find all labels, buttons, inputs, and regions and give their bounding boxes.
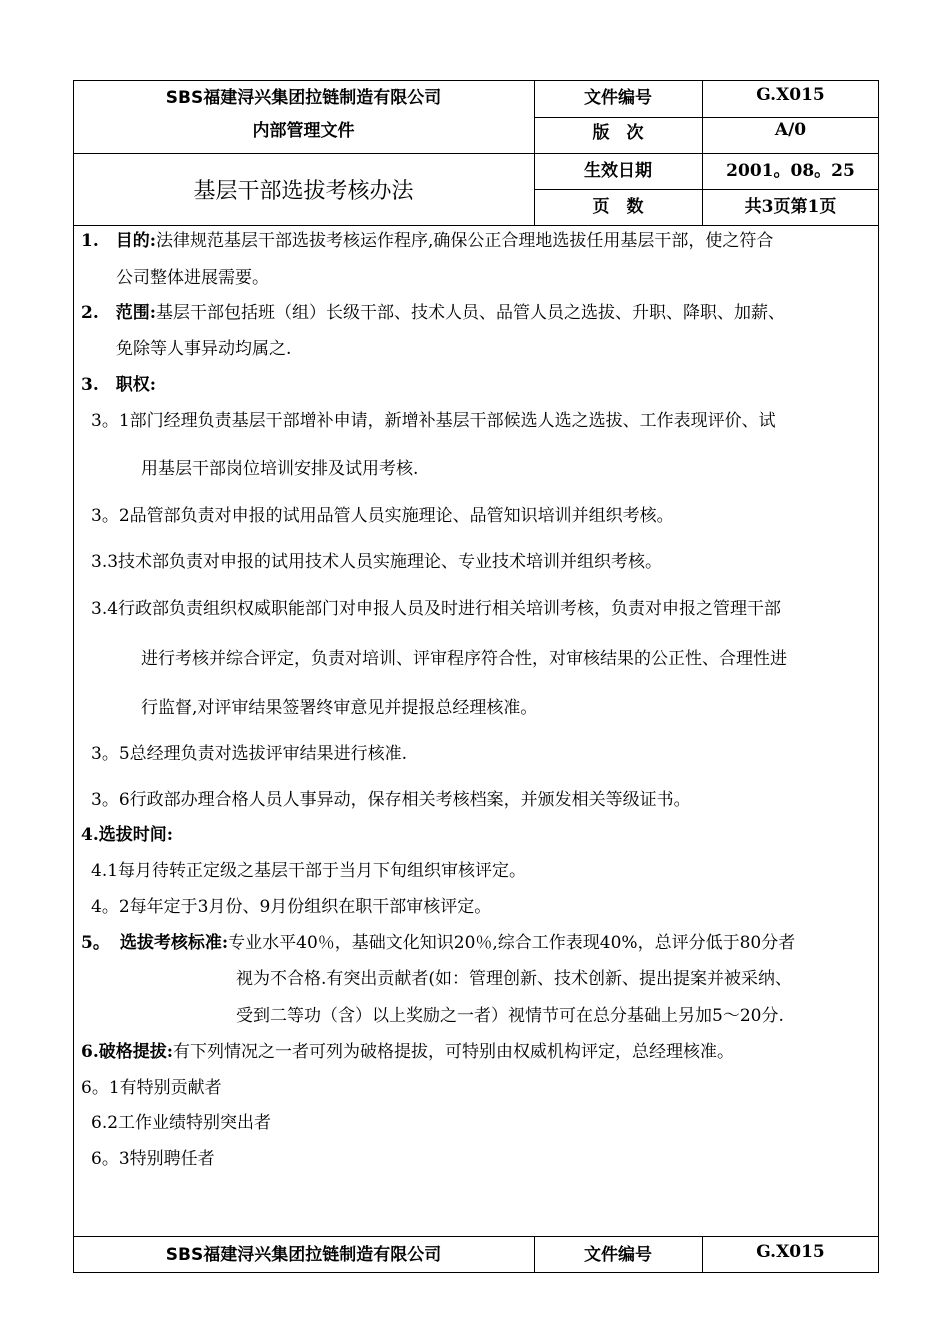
section-6 xyxy=(81,1042,734,1062)
section-2-cont: 免除等人事异动均属之. xyxy=(116,339,292,359)
clause-3-4-cont: 进行考核并综合评定，负责对培训、评审程序符合性，对审核结果的公正性、合理性进 xyxy=(141,649,787,669)
clause-3-6: 3。6行政部办理合格人员人事异动，保存相关考核档案，并颁发相关等级证书。 xyxy=(91,790,691,810)
section-number: 3. xyxy=(81,375,99,395)
section-1 xyxy=(81,231,773,251)
header-divider xyxy=(73,225,879,226)
clause-4-1: 4.1每月待转正定级之基层干部于当月下旬组织审核评定。 xyxy=(91,861,527,881)
company-name: SBS福建浔兴集团拉链制造有限公司 xyxy=(165,87,442,108)
section-number: 5。 xyxy=(81,933,110,953)
section-5-cont: 视为不合格.有突出贡献者(如：管理创新、技术创新、提出提案并被采纳、 xyxy=(236,969,793,989)
section-1-cont: 公司整体进展需要。 xyxy=(116,268,269,288)
section-heading: 6.破格提拔: xyxy=(81,1042,174,1062)
document-title: 基层干部选拔考核办法 xyxy=(193,179,414,204)
section-2 xyxy=(81,303,785,323)
section-5-cont: 受到二等功（含）以上奖励之一者）视情节可在总分基础上另加5～20分. xyxy=(236,1006,784,1026)
section-text: 基层干部包括班（组）长级干部、技术人员、品管人员之选拔、升职、降职、加薪、 xyxy=(156,303,786,323)
clause-3-1: 3。1部门经理负责基层干部增补申请，新增补基层干部候选人选之选拔、工作表现评价、试 xyxy=(91,411,776,431)
section-3 xyxy=(81,375,156,395)
section-number: 2. xyxy=(81,303,99,323)
section-5 xyxy=(81,933,795,953)
label-version: 版 次 xyxy=(592,122,644,143)
value-pages: 共3页第1页 xyxy=(744,196,837,217)
clause-3-4-cont: 行监督,对评审结果签署终审意见并提报总经理核准。 xyxy=(141,698,538,718)
clause-4-2: 4。2每年定于3月份、9月份组织在职干部审核评定。 xyxy=(91,897,492,917)
section-heading: 职权: xyxy=(115,375,157,395)
section-number: 1. xyxy=(81,231,99,251)
clause-6-2: 6.2工作业绩特别突出者 xyxy=(91,1113,272,1133)
label-doc-number: 文件编号 xyxy=(584,87,652,108)
clause-3-5: 3。5总经理负责对选拔评审结果进行核准. xyxy=(91,744,408,764)
footer-label-doc-number: 文件编号 xyxy=(584,1244,652,1265)
clause-3-3: 3.3技术部负责对申报的试用技术人员实施理论、专业技术培训并组织考核。 xyxy=(91,552,663,572)
clause-3-2: 3。2品管部负责对申报的试用品管人员实施理论、品管知识培训并组织考核。 xyxy=(91,506,674,526)
clause-6-3: 6。3特别聘任者 xyxy=(91,1149,215,1169)
section-heading: 选拔考核标准: xyxy=(119,933,229,953)
value-doc-number: G.X015 xyxy=(756,85,825,105)
section-text: 专业水平40％，基础文化知识20％,综合工作表现40%，总评分低于80分者 xyxy=(228,933,796,953)
document-type: 内部管理文件 xyxy=(252,120,355,141)
label-effective-date: 生效日期 xyxy=(584,160,652,181)
section-text: 法律规范基层干部选拔考核运作程序,确保公正合理地选拔任用基层干部，使之符合 xyxy=(156,231,774,251)
clause-3-4: 3.4行政部负责组织权威职能部门对申报人员及时进行相关培训考核，负责对申报之管理干部 xyxy=(91,599,782,619)
footer-value-doc-number: G.X015 xyxy=(756,1242,825,1262)
section-heading: 范围: xyxy=(115,303,157,323)
clause-6-1: 6。1有特别贡献者 xyxy=(81,1078,222,1098)
label-pages: 页 数 xyxy=(592,196,644,217)
section-4-heading: 4.选拔时间: xyxy=(81,825,174,845)
clause-3-1-cont: 用基层干部岗位培训安排及试用考核. xyxy=(141,459,419,479)
value-effective-date: 2001。08。25 xyxy=(726,160,855,181)
footer-company-name: SBS福建浔兴集团拉链制造有限公司 xyxy=(165,1244,442,1265)
section-text: 有下列情况之一者可列为破格提拔，可特别由权威机构评定，总经理核准。 xyxy=(173,1042,735,1062)
value-version: A/0 xyxy=(774,120,807,140)
section-heading: 目的: xyxy=(115,231,157,251)
